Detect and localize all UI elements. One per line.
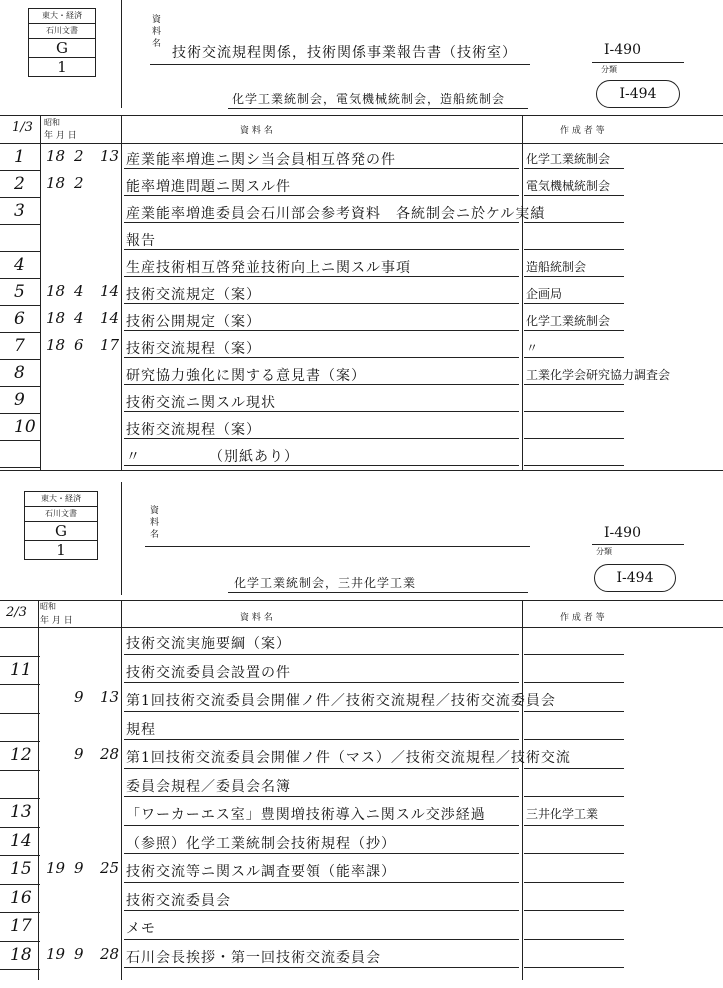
header-author: 作 成 者 等 [560,126,605,136]
row-number: 8 [14,363,25,383]
row-number: 9 [14,390,25,410]
row-document-name: 技術交流委員会設置の件 [126,664,291,681]
row-number: 16 [10,887,32,908]
row-year: 19 [46,944,66,963]
row-month: 9 [74,688,84,706]
row-day: 13 [100,147,120,165]
row-number: 4 [14,255,25,275]
header-author-2: 作 成 者 等 [560,613,605,623]
row-document-name: メモ [126,921,156,937]
row-author: 三井化学工業 [526,807,599,821]
header-era: 昭和 [44,118,60,127]
row-document-name: 報告 [126,233,156,249]
row-document-name: 技術交流ニ関スル現状 [126,395,276,411]
stamp-collection-2: 石川文書 [25,507,97,522]
row-document-name: 技術交流委員会 [126,892,231,909]
class-number-2: Ⅰ-494 [619,86,657,102]
row-day: 13 [100,688,120,706]
row-document-name: 技術公開規定（案） [126,314,261,330]
archive-stamp-2 [24,491,98,560]
document-title: 技術交流規程関係，技術関係事業報告書（技術室） [172,45,517,61]
row-document-name: 技術交流規定（案） [126,287,261,303]
header-document-name: 資 料 名 [240,126,273,136]
row-document-name: （参照）化学工業統制会技術規程（抄） [126,835,396,852]
row-month: 9 [74,944,84,963]
archive-stamp [28,8,96,77]
stamp-series: G [29,39,95,58]
row-number: 18 [10,944,32,965]
header-date-2: 年 月 日 [40,616,73,626]
row-document-name: 石川会長挨拶・第一回技術交流委員会 [126,949,381,966]
row-number: 13 [10,802,32,822]
class-label-2: 分類 [596,547,612,556]
row-document-name: 〃 （別紙あり） [126,449,299,465]
row-month: 4 [74,282,84,300]
document-subtitle-2: 化学工業統制会，三井化学工業 [234,576,417,590]
row-document-name: 生産技術相互啓発並技術向上ニ関スル事項 [126,260,411,276]
row-number: 10 [14,417,36,437]
row-document-name: 技術交流規程（案） [126,341,261,357]
row-year: 19 [46,859,66,877]
header-date: 年 月 日 [44,131,77,141]
row-day: 28 [100,944,120,963]
row-month: 9 [74,745,84,763]
row-month: 6 [74,336,84,354]
row-document-name: 産業能率増進ニ関シ当会員相互啓発の件 [126,152,396,168]
row-document-name: 規程 [126,721,156,738]
row-document-name: 研究協力強化に関する意見書（案） [126,368,366,384]
row-number: 3 [14,201,25,221]
page-indicator: 1/3 [12,120,33,135]
row-author: 工業化学会研究協力調査会 [526,368,671,382]
row-document-name: 能率増進問題ニ関スル件 [126,179,291,195]
row-author: 化学工業統制会 [526,314,611,328]
row-month: 2 [74,147,84,165]
class-number-circled [596,80,680,108]
stamp-institution-2: 東大・経済 [25,492,97,507]
document-subtitle: 化学工業統制会，電気機械統制会，造船統制会 [232,92,506,106]
row-document-name: 技術交流等ニ関スル調査要領（能率課） [126,864,396,880]
header-era-2: 昭和 [40,602,56,611]
row-day: 14 [100,309,120,327]
row-month: 2 [74,174,84,192]
row-author: 造船統制会 [526,260,587,274]
shiryo-label-2: 資料名 [150,506,160,540]
row-document-name: 技術交流実施要綱（案） [126,636,291,652]
class-number-sheet2: Ⅰ-490 [604,525,641,541]
row-document-name: 第1回技術交流委員会開催ノ件（マス）／技術交流規程／技術交流 [126,750,571,766]
row-day: 28 [100,745,120,763]
row-author: 企画局 [526,287,563,301]
row-number: 15 [10,859,32,879]
row-author: 化学工業統制会 [526,152,611,166]
row-number: 11 [10,659,32,680]
row-month: 9 [74,859,84,877]
row-year: 18 [46,174,66,192]
class-label: 分類 [601,65,617,74]
row-number: 7 [14,336,25,356]
row-number: 2 [14,174,25,194]
row-day: 17 [100,336,120,354]
class-number-2-sheet2: Ⅰ-494 [616,570,654,586]
stamp-collection: 石川文書 [29,24,95,39]
row-number: 5 [14,282,25,302]
row-number: 12 [10,745,32,765]
row-document-name: 「ワーカーエス室」豊関増技術導入ニ関スル交渉経過 [126,807,486,823]
shiryo-label: 資料名 [152,15,162,49]
row-number: 1 [14,147,25,167]
class-number-circled-2 [594,564,676,592]
row-document-name: 技術交流規程（案） [126,422,261,438]
row-document-name: 第1回技術交流委員会開催ノ件／技術交流規程／技術交流委員会 [126,693,556,709]
stamp-volume-2: 1 [56,541,66,559]
row-number: 6 [14,309,25,329]
row-year: 18 [46,336,66,354]
row-author: 電気機械統制会 [526,179,611,193]
class-number: Ⅰ-490 [604,42,641,58]
row-year: 18 [46,147,66,165]
row-document-name: 委員会規程／委員会名簿 [126,778,291,795]
stamp-series-2: G [25,522,97,541]
row-day: 14 [100,282,120,300]
stamp-institution: 東大・経済 [29,9,95,24]
row-day: 25 [100,859,120,877]
row-year: 18 [46,282,66,300]
row-number: 14 [10,830,32,851]
page-indicator-2: 2/3 [6,605,27,620]
row-author: 〃 [526,341,539,355]
row-month: 4 [74,309,84,327]
stamp-volume: 1 [57,58,67,76]
row-document-name: 産業能率増進委員会石川部会参考資料 各統制会ニ於ケル実績 [126,206,546,222]
row-year: 18 [46,309,66,327]
header-document-name-2: 資 料 名 [240,613,273,623]
row-number: 17 [10,916,32,936]
